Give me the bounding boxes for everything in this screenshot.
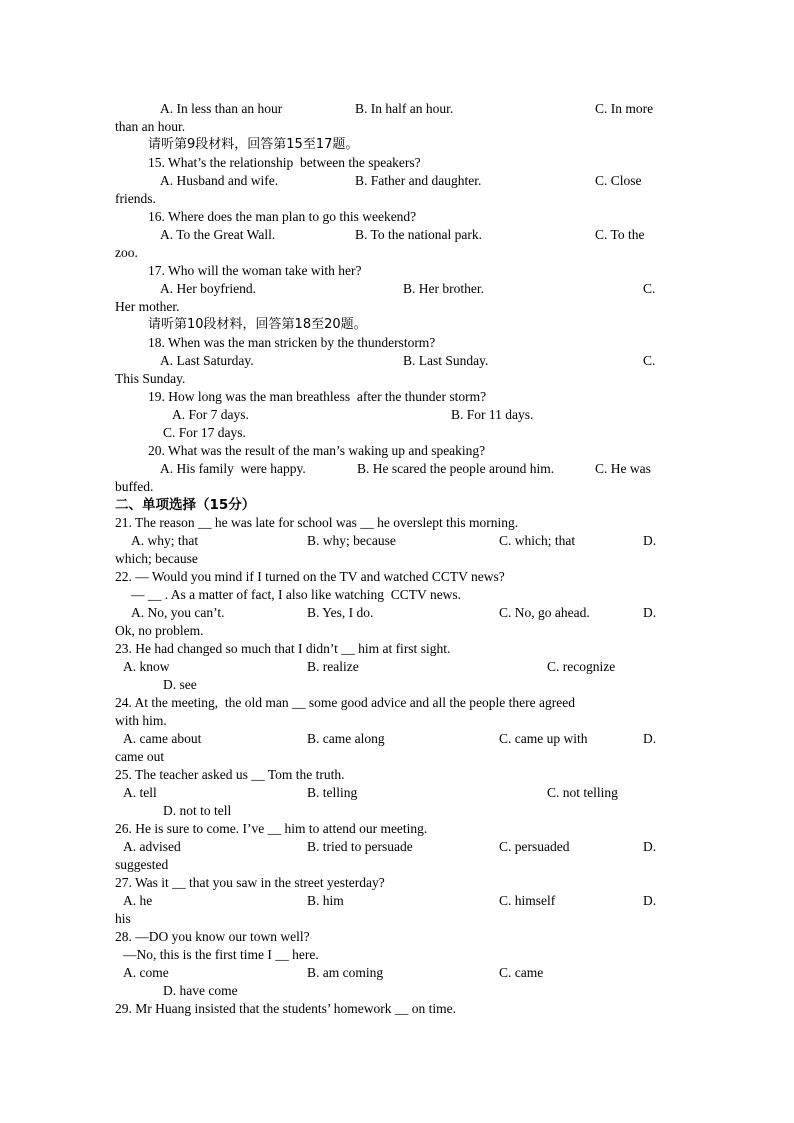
q23-option-d: D. see — [163, 677, 197, 692]
q14-option-a: A. In less than an hour — [160, 101, 283, 116]
q27-option-a: A. he — [123, 893, 153, 908]
q29-stem: 29. Mr Huang insisted that the students’ homework __ on time. — [115, 1001, 456, 1016]
q24-stem: 24. At the meeting, the old man __ some good advice and all the people there agreed — [115, 695, 575, 710]
q25-option-d: D. not to tell — [163, 803, 232, 818]
q28-option-d: D. have come — [163, 983, 238, 998]
q22-option-b: B. Yes, I do. — [307, 605, 374, 620]
q18-option-b: B. Last Sunday. — [403, 353, 489, 368]
q19-stem: 19. How long was the man breathless after the thunder storm? — [148, 389, 487, 404]
q26-option-d-cont: suggested — [115, 857, 169, 872]
q21-option-b: B. why; because — [307, 533, 396, 548]
q24-option-d: D. — [643, 731, 657, 746]
q14-option-c: C. In more — [595, 101, 654, 116]
q28-stem: 28. —DO you know our town well? — [115, 929, 310, 944]
q24-option-a: A. came about — [123, 731, 202, 746]
q19-option-a: A. For 7 days. — [172, 407, 249, 422]
q23-option-c: C. recognize — [547, 659, 616, 674]
q20-stem: 20. What was the result of the man’s waking up and speaking? — [148, 443, 486, 458]
q26-option-b: B. tried to persuade — [307, 839, 413, 854]
q28-option-c: C. came — [499, 965, 544, 980]
q24-option-b: B. came along — [307, 731, 385, 746]
q26-option-a: A. advised — [123, 839, 181, 854]
q18-option-c: C. — [643, 353, 656, 368]
q21-stem: 21. The reason __ he was late for school was __ he overslept this morning. — [115, 515, 519, 530]
q22-option-d: D. — [643, 605, 657, 620]
section-instruction-9: 请听第9段材料，回答第15至17题。 — [148, 137, 359, 152]
q18-stem: 18. When was the man stricken by the thunderstorm? — [148, 335, 436, 350]
q16-option-c-cont: zoo. — [115, 245, 138, 260]
q24-stem-cont: with him. — [115, 713, 167, 728]
q18-option-a: A. Last Saturday. — [160, 353, 254, 368]
q15-option-a: A. Husband and wife. — [160, 173, 279, 188]
q27-stem: 27. Was it __ that you saw in the street yesterday? — [115, 875, 385, 890]
q20-option-c: C. He was — [595, 461, 651, 476]
q25-stem: 25. The teacher asked us __ Tom the truth. — [115, 767, 345, 782]
q25-option-c: C. not telling — [547, 785, 618, 800]
q23-option-b: B. realize — [307, 659, 359, 674]
q24-option-c: C. came up with — [499, 731, 588, 746]
q27-option-b: B. him — [307, 893, 344, 908]
q18-option-c-cont: This Sunday. — [115, 371, 186, 386]
q26-stem: 26. He is sure to come. I’ve __ him to attend our meeting. — [115, 821, 428, 836]
q23-option-a: A. know — [123, 659, 170, 674]
q20-option-b: B. He scared the people around him. — [357, 461, 555, 476]
q27-option-d: D. — [643, 893, 657, 908]
q19-option-b: B. For 11 days. — [451, 407, 534, 422]
q22-option-a: A. No, you can’t. — [131, 605, 225, 620]
q15-option-c: C. Close — [595, 173, 642, 188]
q15-stem: 15. What’s the relationship between the speakers? — [148, 155, 421, 170]
q16-option-b: B. To the national park. — [355, 227, 483, 242]
q24-option-d-cont: came out — [115, 749, 165, 764]
q21-option-a: A. why; that — [131, 533, 199, 548]
q25-option-a: A. tell — [123, 785, 157, 800]
q16-option-c: C. To the — [595, 227, 645, 242]
q26-option-c: C. persuaded — [499, 839, 570, 854]
q25-option-b: B. telling — [307, 785, 358, 800]
q28-option-a: A. come — [123, 965, 169, 980]
q27-option-d-cont: his — [115, 911, 131, 926]
q21-option-c: C. which; that — [499, 533, 576, 548]
section-instruction-10: 请听第10段材料，回答第18至20题。 — [148, 317, 367, 332]
q17-option-c-cont: Her mother. — [115, 299, 180, 314]
q17-option-b: B. Her brother. — [403, 281, 484, 296]
q14-option-c-cont: than an hour. — [115, 119, 186, 134]
q23-stem: 23. He had changed so much that I didn’t __ him at first sight. — [115, 641, 451, 656]
q21-option-d: D. — [643, 533, 657, 548]
q17-option-c: C. — [643, 281, 656, 296]
q16-stem: 16. Where does the man plan to go this weekend? — [148, 209, 417, 224]
q17-stem: 17. Who will the woman take with her? — [148, 263, 362, 278]
q19-option-c: C. For 17 days. — [163, 425, 246, 440]
q15-option-c-cont: friends. — [115, 191, 156, 206]
q17-option-a: A. Her boyfriend. — [160, 281, 256, 296]
q28-stem-cont: —No, this is the first time I __ here. — [123, 947, 319, 962]
q16-option-a: A. To the Great Wall. — [160, 227, 276, 242]
q22-stem-cont: — __ . As a matter of fact, I also like watching CCTV news. — [131, 587, 462, 602]
q20-option-a: A. His family were happy. — [160, 461, 306, 476]
q22-stem: 22. — Would you mind if I turned on the TV and watched CCTV news? — [115, 569, 505, 584]
section-heading-single-choice: 二、单项选择（15分） — [115, 497, 256, 513]
q20-option-c-cont: buffed. — [115, 479, 154, 494]
q14-option-b: B. In half an hour. — [355, 101, 454, 116]
q22-option-d-cont: Ok, no problem. — [115, 623, 204, 638]
q22-option-c: C. No, go ahead. — [499, 605, 590, 620]
q26-option-d: D. — [643, 839, 657, 854]
q27-option-c: C. himself — [499, 893, 556, 908]
q15-option-b: B. Father and daughter. — [355, 173, 482, 188]
q28-option-b: B. am coming — [307, 965, 384, 980]
q21-option-d-cont: which; because — [115, 551, 198, 566]
